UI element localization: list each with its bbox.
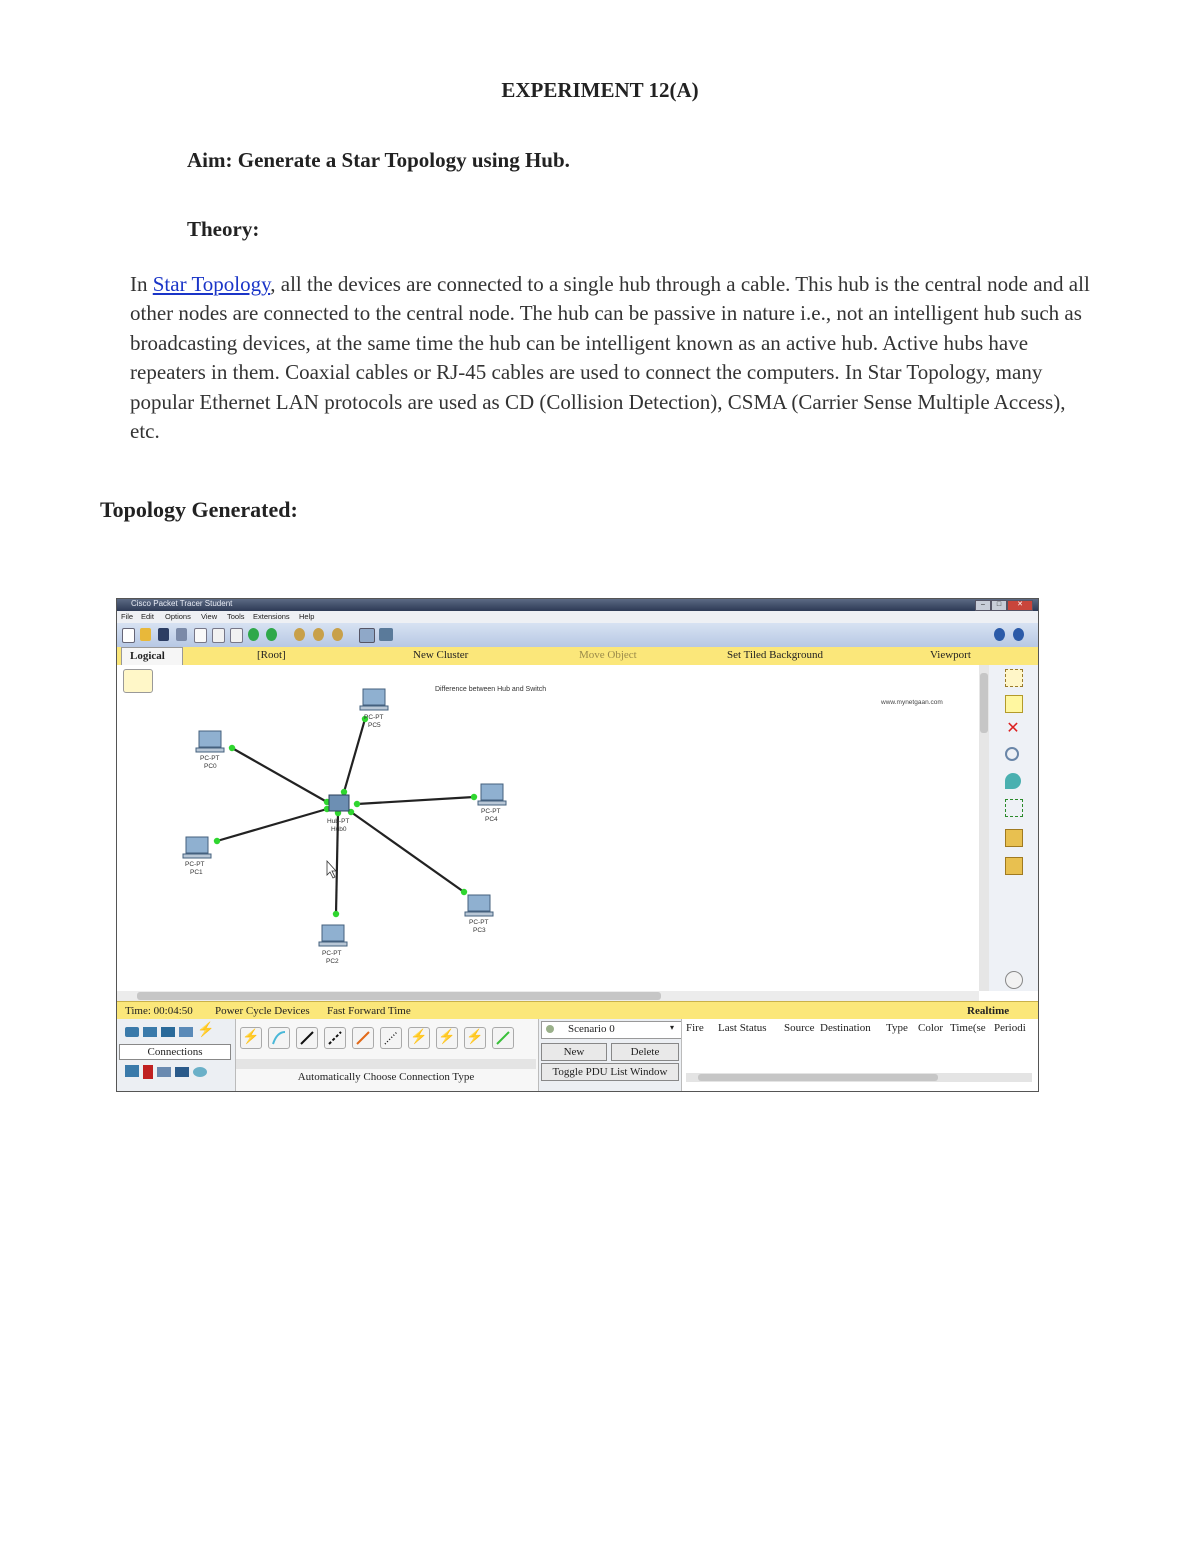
pc-monitor-icon <box>481 784 503 800</box>
star-topology-link[interactable]: Star Topology <box>152 272 271 296</box>
canvas-note: Difference between Hub and Switch <box>435 686 547 693</box>
redo-icon[interactable] <box>266 628 277 641</box>
hub-icon <box>329 795 349 811</box>
maximize-button[interactable]: □ <box>991 600 1007 611</box>
routers-icon[interactable] <box>125 1027 139 1037</box>
fiber-cable-icon[interactable] <box>352 1027 374 1049</box>
serial-dte-icon[interactable]: ⚡ <box>464 1027 486 1049</box>
theory-paragraph <box>130 270 1090 446</box>
link-dot <box>333 911 339 917</box>
multiuser-connection-icon[interactable] <box>175 1067 189 1077</box>
new-cluster-button[interactable]: New Cluster <box>413 649 469 661</box>
menu-tools[interactable]: Tools <box>227 612 245 621</box>
bottom-panel <box>117 1019 1038 1091</box>
topology-heading: Topology Generated: <box>100 497 298 522</box>
link-pc1-hub <box>217 809 327 841</box>
pc1-type-label: PC-PT <box>185 861 205 868</box>
pc-monitor-icon <box>322 925 344 941</box>
common-tools-bar <box>989 665 1038 991</box>
new-scenario-button[interactable]: New <box>541 1043 607 1061</box>
topology-diagram <box>117 665 979 991</box>
fast-forward-button[interactable]: Fast Forward Time <box>327 1005 411 1017</box>
resize-shape-icon[interactable] <box>1005 799 1023 817</box>
minimize-button[interactable]: – <box>975 600 991 611</box>
menu-extensions[interactable]: Extensions <box>253 612 290 621</box>
add-simple-pdu-icon[interactable] <box>1005 829 1023 847</box>
pc-monitor-icon <box>199 731 221 747</box>
power-cycle-button[interactable]: Power Cycle Devices <box>215 1005 310 1017</box>
theory-pre: In <box>130 272 153 296</box>
pdu-col-source: Source <box>784 1022 815 1034</box>
theory-heading: Theory: <box>187 217 260 241</box>
device-category-icons <box>125 1023 229 1039</box>
pc3-type-label: PC-PT <box>469 919 489 926</box>
pc-keyboard-icon <box>183 854 211 858</box>
pc4-device[interactable] <box>478 784 506 823</box>
hub-name-label: Hub0 <box>331 826 347 833</box>
root-button[interactable]: [Root] <box>257 649 286 661</box>
phone-cable-icon[interactable] <box>380 1027 402 1049</box>
scenario-status-icon <box>546 1025 554 1033</box>
draw-shape-icon[interactable] <box>1005 773 1021 789</box>
pc-keyboard-icon <box>478 801 506 805</box>
console-cable-icon[interactable] <box>268 1027 290 1049</box>
delete-icon[interactable]: ✕ <box>1006 720 1020 737</box>
pdu-list-table <box>681 1019 1039 1091</box>
pdu-col-periodic: Periodi <box>994 1022 1026 1034</box>
pc0-type-label: PC-PT <box>200 755 220 762</box>
chevron-down-icon: ▾ <box>670 1023 675 1032</box>
link-pc3-hub <box>351 812 464 892</box>
select-icon[interactable] <box>1005 669 1023 687</box>
vertical-scroll-thumb[interactable] <box>980 673 988 733</box>
mouse-cursor-icon <box>327 861 336 878</box>
delete-scenario-button[interactable]: Delete <box>611 1043 679 1061</box>
horizontal-scroll-thumb[interactable] <box>137 992 661 1000</box>
simulation-clock-icon[interactable] <box>1005 971 1023 989</box>
canvas-website: www.mynetgaan.com <box>881 699 943 706</box>
pc0-name-label: PC0 <box>204 763 217 770</box>
pc-monitor-icon <box>186 837 208 853</box>
connection-types-panel <box>235 1019 539 1091</box>
save-icon[interactable] <box>158 628 169 641</box>
menu-file[interactable]: File <box>121 612 134 621</box>
link-dot <box>354 801 360 807</box>
paste-icon[interactable] <box>230 628 243 643</box>
link-pc0-hub <box>232 748 327 802</box>
link-dot <box>471 794 477 800</box>
pc-keyboard-icon <box>319 942 347 946</box>
time-bar <box>117 1001 1038 1020</box>
pc1-name-label: PC1 <box>190 869 203 876</box>
logical-tab[interactable] <box>121 647 183 666</box>
pc4-type-label: PC-PT <box>481 808 501 815</box>
zoom-out-icon[interactable] <box>332 628 343 641</box>
window-titlebar <box>117 599 1038 611</box>
print-icon[interactable] <box>176 628 187 641</box>
pc1-device[interactable] <box>183 837 211 876</box>
scenario-value: Scenario 0 <box>568 1023 615 1035</box>
toggle-pdu-list-button[interactable]: Toggle PDU List Window <box>541 1063 679 1081</box>
pc-monitor-icon <box>363 689 385 705</box>
packet-tracer-screenshot <box>116 598 1039 1092</box>
device-type-icons <box>125 1065 229 1079</box>
realtime-tab[interactable]: Realtime <box>967 1005 1010 1017</box>
pc5-name-label: PC5 <box>368 722 381 729</box>
place-note-icon[interactable] <box>1005 695 1023 713</box>
octal-cable-icon[interactable] <box>492 1027 514 1049</box>
auto-connection-icon[interactable]: ⚡ <box>240 1027 262 1049</box>
category-label: Connections <box>119 1044 231 1060</box>
connection-type-label: Automatically Choose Connection Type <box>297 1071 475 1083</box>
end-devices-icon[interactable] <box>125 1065 139 1077</box>
serial-dce-icon[interactable]: ⚡ <box>436 1027 458 1049</box>
window-title: Cisco Packet Tracer Student <box>131 599 233 608</box>
custom-made-devices-icon[interactable] <box>157 1067 171 1077</box>
pdu-col-destination: Destination <box>820 1022 871 1034</box>
menu-bar <box>117 611 1038 623</box>
viewport-button[interactable]: Viewport <box>930 649 971 661</box>
pc-keyboard-icon <box>196 748 224 752</box>
pc0-device[interactable] <box>196 731 224 770</box>
pc2-type-label: PC-PT <box>322 950 342 957</box>
menu-options[interactable]: Options <box>165 612 191 621</box>
link-dot <box>461 889 467 895</box>
pdu-col-color: Color <box>918 1022 944 1034</box>
vertical-scrollbar[interactable] <box>979 665 989 991</box>
connection-scrollbar[interactable] <box>236 1059 536 1069</box>
connections-icon[interactable]: ⚡ <box>197 1023 215 1038</box>
pc4-name-label: PC4 <box>485 816 498 823</box>
main-toolbar <box>117 623 1038 648</box>
wireless-devices-icon[interactable] <box>179 1027 193 1037</box>
switches-icon[interactable] <box>143 1027 157 1037</box>
open-folder-icon[interactable] <box>140 628 151 641</box>
wan-emulation-icon[interactable] <box>143 1065 153 1079</box>
logical-workspace[interactable] <box>117 665 980 991</box>
pc3-device[interactable] <box>465 895 493 934</box>
pc5-type-label: PC-PT <box>364 714 384 721</box>
activity-wizard-icon[interactable] <box>194 628 207 643</box>
pc3-name-label: PC3 <box>473 927 486 934</box>
inspect-icon[interactable] <box>1005 747 1019 761</box>
undo-icon[interactable] <box>248 628 259 641</box>
pdu-col-time: Time(se <box>950 1022 986 1034</box>
link-dot <box>341 789 347 795</box>
cloud-icon[interactable] <box>193 1067 207 1077</box>
menu-view[interactable]: View <box>201 612 218 621</box>
time-display: Time: 00:04:50 <box>125 1005 193 1017</box>
link-dot <box>229 745 235 751</box>
coaxial-cable-icon[interactable]: ⚡ <box>408 1027 430 1049</box>
straight-through-cable-icon[interactable] <box>296 1027 318 1049</box>
aim-line: Aim: Generate a Star Topology using Hub. <box>187 148 570 172</box>
menu-help[interactable]: Help <box>299 612 315 621</box>
copy-icon[interactable] <box>212 628 225 643</box>
pdu-col-type: Type <box>886 1022 908 1034</box>
pc2-name-label: PC2 <box>326 958 339 965</box>
workspace-bar <box>117 647 1038 666</box>
zoom-in-icon[interactable] <box>294 628 305 641</box>
link-pc4-hub <box>357 797 474 804</box>
scenario-select[interactable] <box>541 1021 683 1039</box>
info-icon[interactable] <box>994 628 1005 641</box>
pdu-scrollbar[interactable] <box>686 1073 1032 1082</box>
pdu-col-last-status: Last Status <box>718 1022 767 1034</box>
close-button[interactable]: ✕ <box>1007 600 1033 611</box>
new-file-icon[interactable] <box>122 628 135 643</box>
help-icon[interactable] <box>1013 628 1024 641</box>
palette-icon[interactable] <box>359 628 375 643</box>
horizontal-scrollbar[interactable] <box>117 991 979 1001</box>
hub-type-label: Hub-PT <box>327 818 350 825</box>
pc-keyboard-icon <box>360 706 388 710</box>
crossover-cable-icon[interactable] <box>324 1027 346 1049</box>
hubs-icon[interactable] <box>161 1027 175 1037</box>
experiment-title: EXPERIMENT 12(A) <box>501 78 699 102</box>
move-object-button[interactable]: Move Object <box>579 649 637 661</box>
link-pc5-hub <box>344 719 365 792</box>
set-tiled-background-button[interactable]: Set Tiled Background <box>727 649 823 661</box>
theory-body: , all the devices are connected to a single hub through a cable. This hub is the central node and all other nodes are connected to the central node. The hub can be passive in nature i.e., not an intelligent hub such as broadcasting devices, at the same time the hub can be intelligent known as an active hub. Active hubs have repeaters in them. Coaxial cables or RJ-45 cables are used to connect the computers. In Star Topology, many popular Ethernet LAN protocols are used as CD (Collision Detection), CSMA (Carrier Sense Multiple Access), etc. <box>130 272 1090 444</box>
link-dot <box>214 838 220 844</box>
pc2-device[interactable] <box>319 925 347 965</box>
custom-devices-icon[interactable] <box>379 628 393 641</box>
zoom-reset-icon[interactable] <box>313 628 324 641</box>
menu-edit[interactable]: Edit <box>141 612 154 621</box>
pdu-col-fire: Fire <box>686 1022 704 1034</box>
pdu-scroll-thumb[interactable] <box>698 1074 938 1081</box>
pc-keyboard-icon <box>465 912 493 916</box>
add-complex-pdu-icon[interactable] <box>1005 857 1023 875</box>
logical-label: Logical <box>130 650 165 662</box>
pc-monitor-icon <box>468 895 490 911</box>
